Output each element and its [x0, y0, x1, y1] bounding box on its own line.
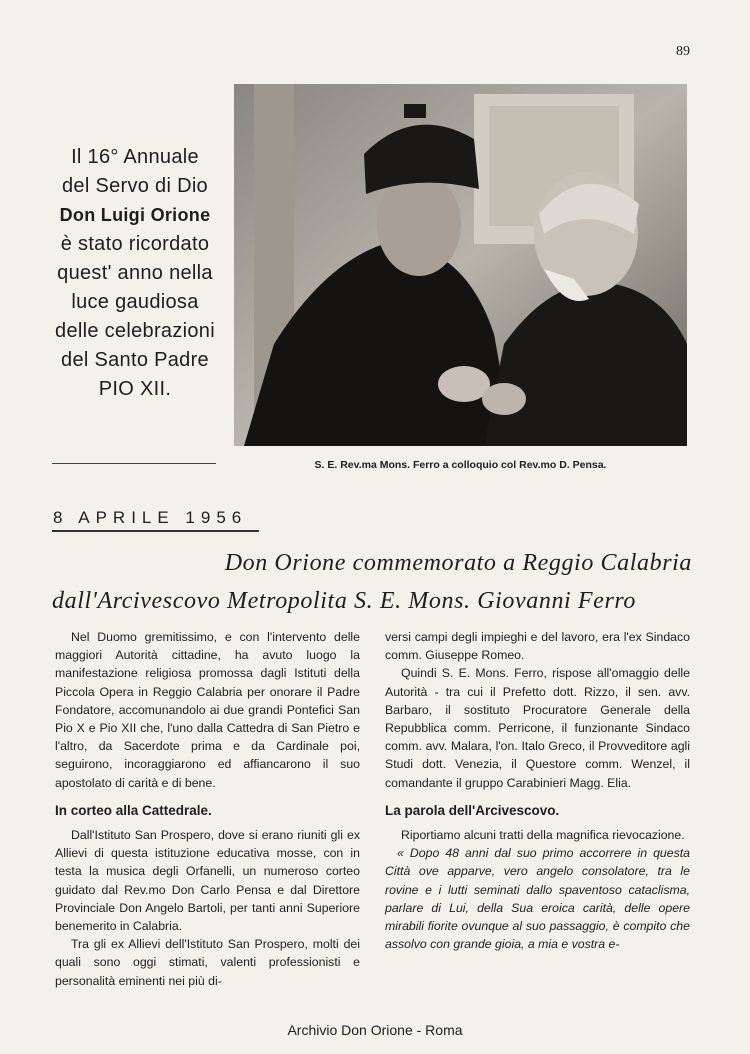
paragraph: Quindi S. E. Mons. Ferro, rispose all'omaggio delle Autorità - tra cui il Prefetto dott. Rizzo, il sen. avv. Barbaro, il sostituto Procuratore Generale della Repubblica comm. Perricone, il funzionante Sindaco comm. avv. Malara, l'on. Italo Greco, il Provveditore agli Studi dott. Venezia, il Questore comm. Wenzel, il comandante il gruppo Carabinieri Magg. Elia. [385, 666, 690, 790]
quote-paragraph: « Dopo 48 anni dal suo primo accorrere in questa Città ove apparve, vero angelo consolatore, tra le rovine e i lutti seminati dallo spaventoso cataclisma, parlare di Lui, della Sua eroica carità, delle opere mirabili fiorite ovunque al suo passaggio, è compito che assolvo con grande gioia, a mia e vostra e- [385, 846, 690, 952]
separator-line [52, 463, 216, 464]
intro-line: PIO XII. [98, 378, 172, 400]
intro-line: del Servo di Dio [62, 175, 208, 197]
photo [234, 84, 687, 446]
intro-line: luce gaudiosa [71, 291, 199, 313]
intro-line: del Santo Padre [61, 349, 209, 371]
intro-line: delle celebrazioni [55, 320, 215, 342]
paragraph: Dall'Istituto San Prospero, dove si erano riuniti gli ex Allievi di questa istituzione educativa mosse, con in testa la musica degli Orfanelli, un numeroso corteo guidato dal Rev.mo Don Carlo Pensa e dal Direttore Provinciale Don Angelo Bartoli, per tanti anni Superiore benemerito in Calabria. [55, 828, 360, 934]
page-number: 89 [676, 44, 690, 59]
date-underline [52, 530, 259, 532]
photo-caption: S. E. Rev.ma Mons. Ferro a colloquio col Rev.mo D. Pensa. [314, 459, 607, 471]
title-line-2: dall'Arcivescovo Metropolita S. E. Mons. Giovanni Ferro [52, 588, 637, 614]
left-column [55, 628, 360, 990]
date-heading: 8 APRILE 1956 [53, 508, 248, 527]
intro-line: è stato ricordato [60, 233, 210, 255]
photo-illustration [234, 84, 687, 446]
intro-line: Il 16° Annuale [71, 146, 199, 168]
paragraph: Riportiamo alcuni tratti della magnifica rievocazione. [401, 828, 685, 843]
archive-footer: Archivio Don Orione - Roma [287, 1022, 463, 1038]
section-heading: In corteo alla Cattedrale. [55, 802, 212, 818]
intro-name: Don Luigi Orione [59, 205, 211, 225]
section-heading: La parola dell'Arcivescovo. [385, 802, 560, 818]
paragraph: versi campi degli impieghi e del lavoro, era l'ex Sindaco comm. Giuseppe Romeo. [385, 630, 690, 663]
intro-text [40, 143, 230, 404]
paragraph: Nel Duomo gremitissimo, e con l'intervento delle maggiori Autorità cittadine, ha avuto luogo la manifestazione religiosa promossa dagli Istituti della Piccola Opera in Reggio Calabria per onorare il Padre Fondatore, accomunandolo ai due grandi Pontefici San Pio X e Pio XII che, l'uno dalla Cattedra di San Pietro e l'altro, da Sacerdote prima e da Cardinale poi, seguirono, incoraggiarono ed affiancarono il suo apostolato di carità e di bene. [55, 630, 360, 790]
article-title [52, 544, 692, 620]
intro-line: quest' anno nella [57, 262, 213, 284]
right-column [385, 628, 690, 953]
title-line-1: Don Orione commemorato a Reggio Calabria [224, 550, 692, 576]
paragraph: Tra gli ex Allievi dell'Istituto San Prospero, molti dei quali sono oggi stimati, valenti professionisti e personalità eminenti nei più di- [55, 937, 360, 988]
